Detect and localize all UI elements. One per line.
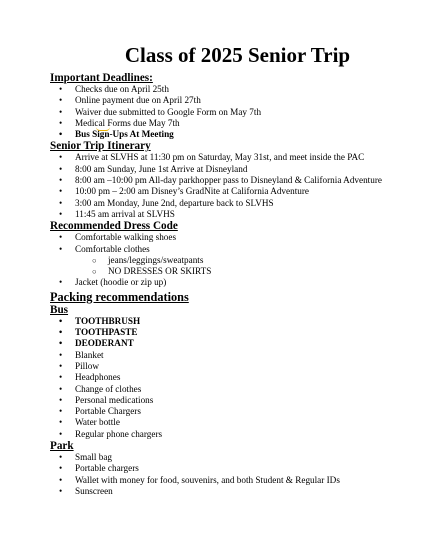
park-heading: Park [50, 440, 74, 453]
list-item: • Waiver due submitted to Google Form on May 7th [50, 107, 415, 118]
list-item: • Portable chargers [50, 463, 415, 474]
list-item: • 8:00 am Sunday, June 1st Arrive at Disneyland [50, 164, 415, 175]
list-item: • Checks due on April 25th [50, 84, 415, 95]
list-item: • Comfortable clothes [50, 244, 415, 255]
list-item: • Headphones [50, 372, 415, 383]
deadlines-list [50, 84, 415, 140]
list-item: • Sunscreen [50, 486, 415, 497]
list-item: • Water bottle [50, 417, 415, 428]
dress-code-heading: Recommended Dress Code [50, 220, 178, 233]
page-title: Class of 2025 Senior Trip [124, 43, 351, 67]
list-item: • Online payment due on April 27th [50, 95, 415, 106]
itinerary-heading: Senior Trip Itinerary [50, 140, 151, 153]
list-item: • TOOTHPASTE [50, 327, 415, 338]
bus-list [50, 316, 415, 440]
list-item: • Comfortable walking shoes [50, 232, 415, 243]
list-item: • Arrive at SLVHS at 11:30 pm on Saturday, May 31st, and meet inside the PAC [50, 152, 415, 163]
list-item: • Personal medications [50, 395, 415, 406]
list-item: • Wallet with money for food, souvenirs, and both Student & Regular IDs [50, 475, 415, 486]
list-item: • 11:45 am arrival at SLVHS [50, 209, 415, 220]
list-item: • Jacket (hoodie or zip up) [50, 277, 415, 288]
list-item: • Regular phone chargers [50, 429, 415, 440]
deadlines-heading: Important Deadlines: [50, 72, 153, 84]
packing-heading: Packing recommendations [50, 289, 189, 304]
list-item: • TOOTHBRUSH [50, 316, 415, 327]
list-item: • Medical Forms due May 7th [50, 118, 415, 129]
list-item: • Portable Chargers [50, 406, 415, 417]
park-list [50, 452, 415, 497]
list-item: • Small bag [50, 452, 415, 463]
list-item: • 8:00 am –10:00 pm All-day parkhopper pass to Disneyland & California Adventure [50, 175, 415, 186]
list-item: • Change of clothes [50, 384, 415, 395]
list-item: • Blanket [50, 350, 415, 361]
sub-list-item: ○ jeans/leggings/sweatpants [50, 255, 415, 266]
list-item: • 10:00 pm – 2:00 am Disney’s GradNite at California Adventure [50, 186, 415, 197]
sub-list-item: ○ NO DRESSES OR SKIRTS [50, 266, 415, 277]
list-item: • Pillow [50, 361, 415, 372]
dress-code-list [50, 232, 415, 288]
list-item: • 3:00 am Monday, June 2nd, departure back to SLVHS [50, 198, 415, 209]
bus-heading: Bus [50, 303, 69, 316]
list-item-bus-signups: • Bus Sign-Ups At Meeting [50, 129, 415, 140]
itinerary-list [50, 152, 415, 220]
list-item: • DEODERANT [50, 338, 415, 349]
